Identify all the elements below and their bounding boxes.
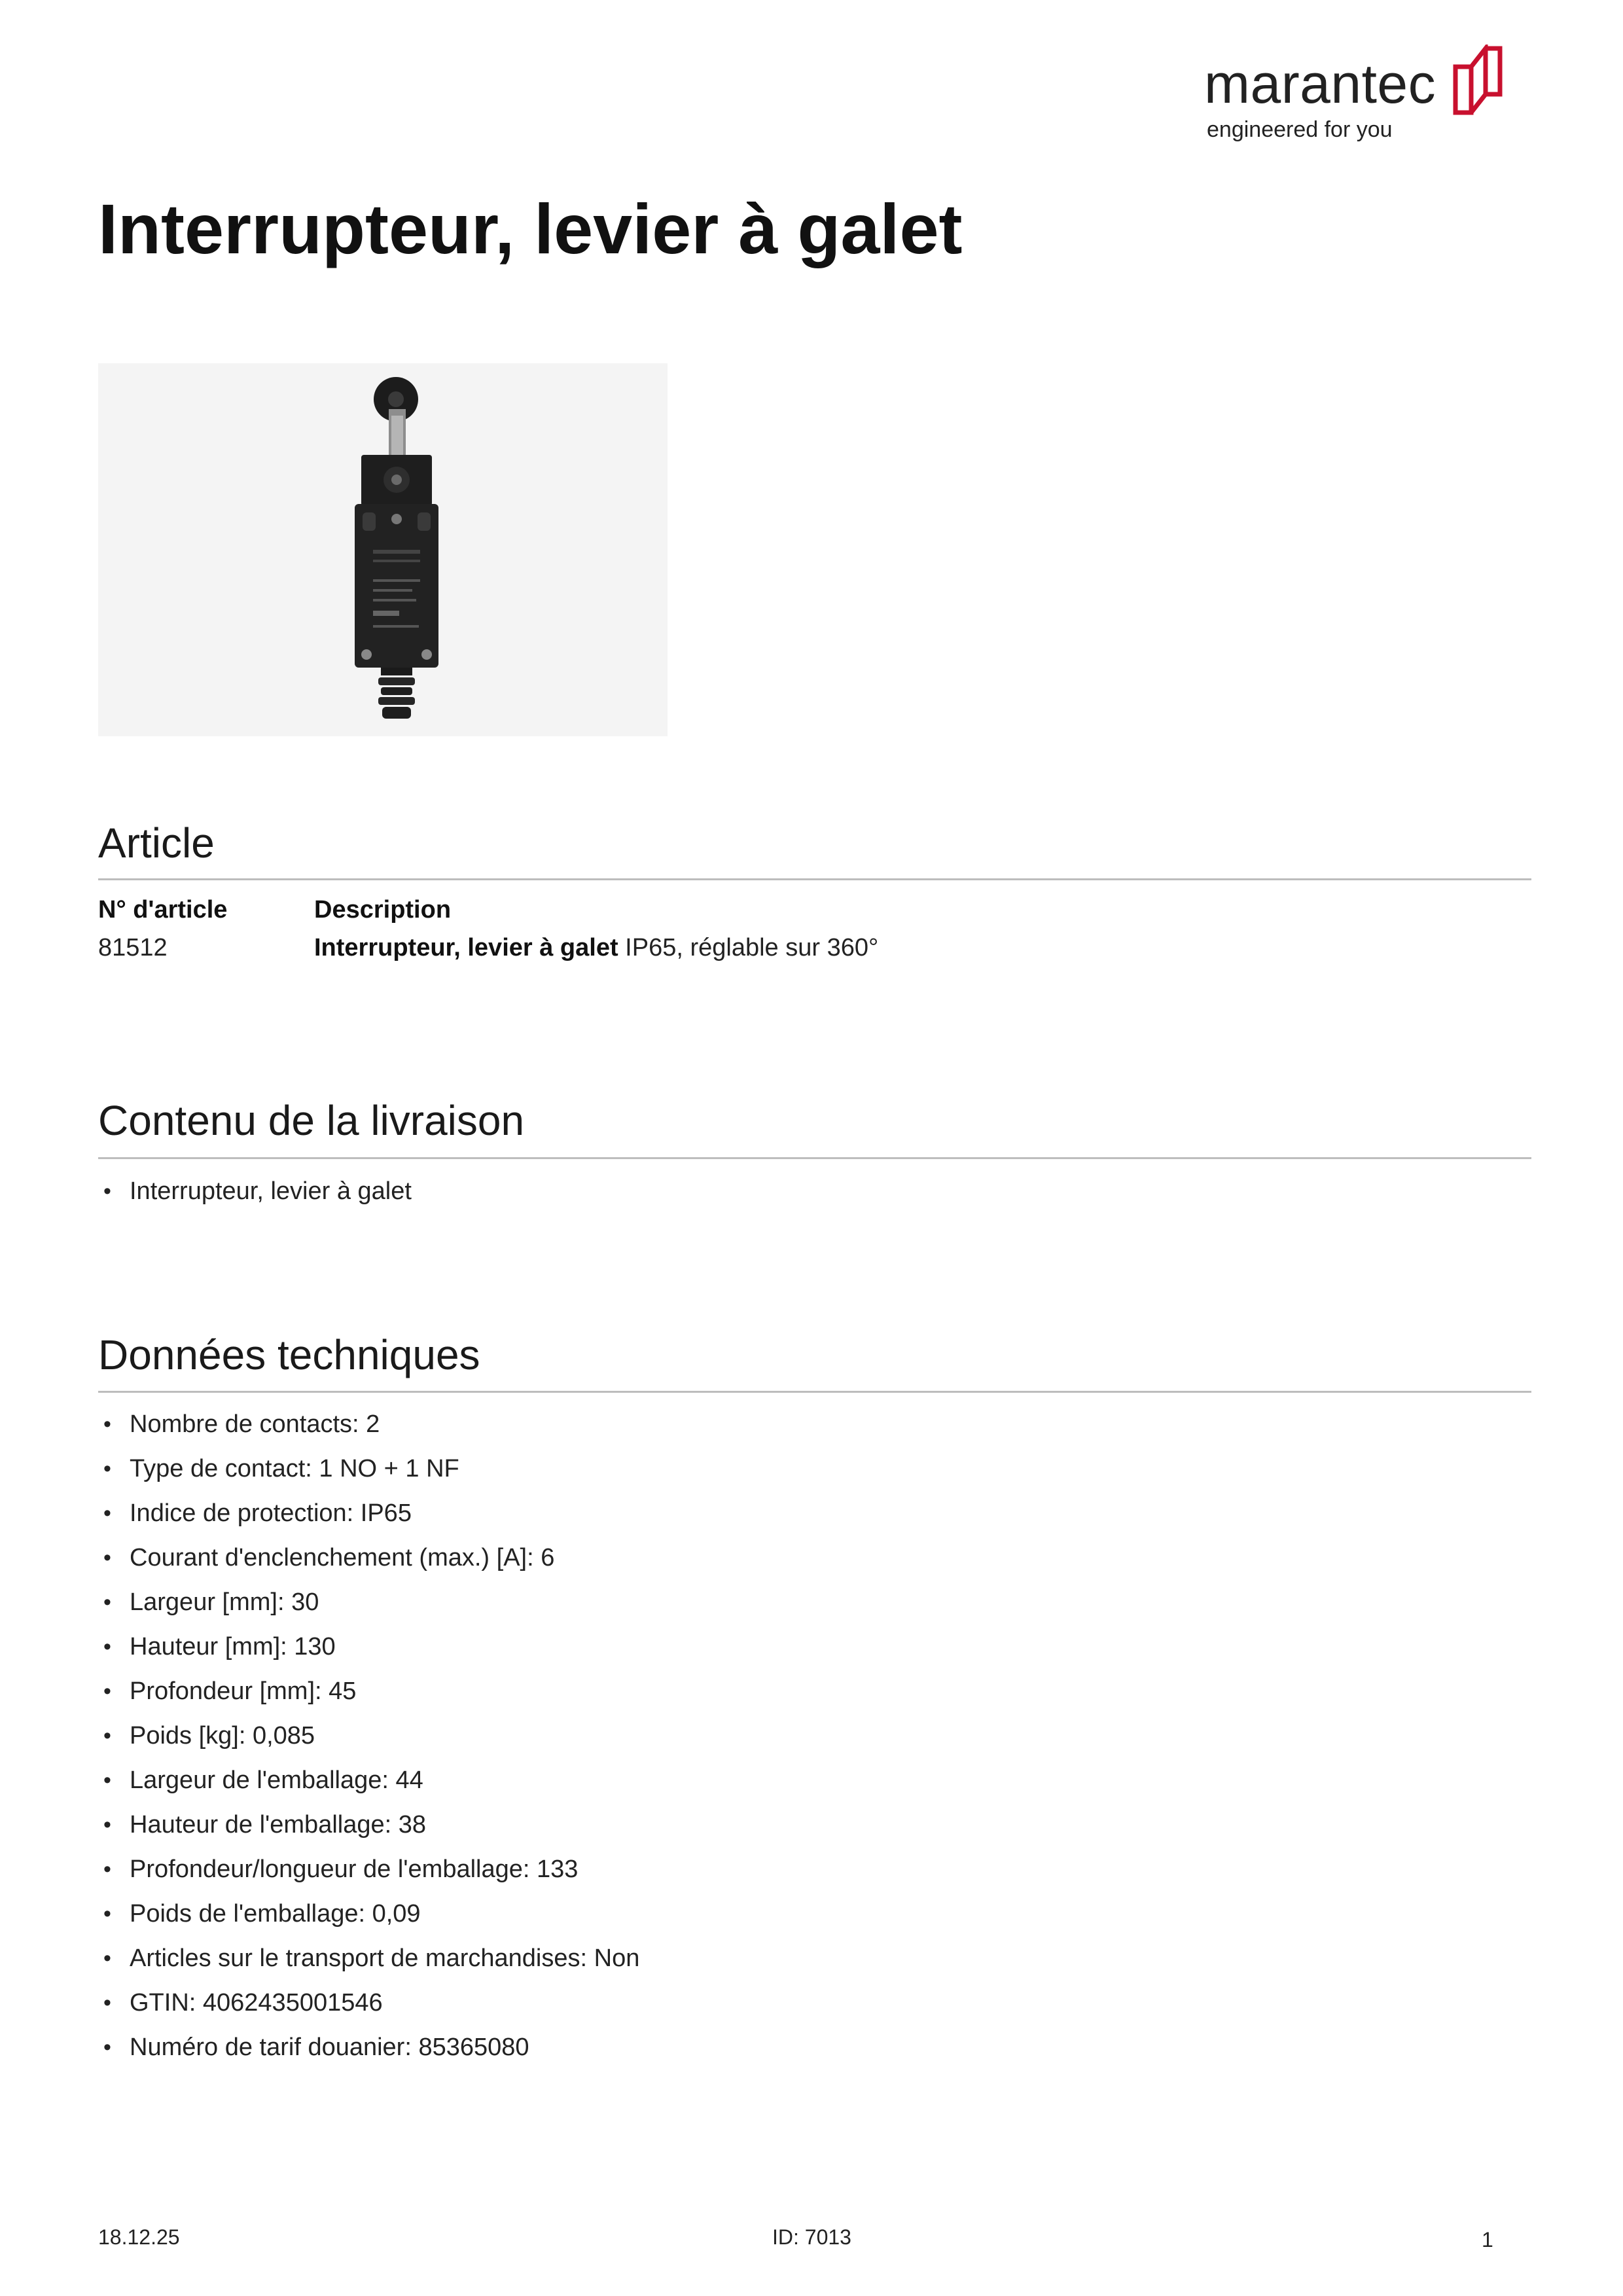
logo-wordmark: marantec <box>1204 53 1436 115</box>
list-item: • Largeur [mm]: 30 <box>98 1580 639 1624</box>
list-item: • Interrupteur, levier à galet <box>98 1169 412 1213</box>
tech-divider <box>98 1391 1531 1393</box>
footer-id: ID: 7013 <box>772 2225 851 2249</box>
list-item: • Indice de protection: IP65 <box>98 1491 639 1535</box>
list-item: • Poids de l'emballage: 0,09 <box>98 1892 639 1936</box>
list-item: • Type de contact: 1 NO + 1 NF <box>98 1446 639 1491</box>
article-divider <box>98 878 1531 880</box>
list-item: • Profondeur/longueur de l'emballage: 133 <box>98 1847 639 1892</box>
article-number-label: N° d'article <box>98 896 228 924</box>
tech-heading: Données techniques <box>98 1331 480 1378</box>
list-item: • Hauteur [mm]: 130 <box>98 1624 639 1669</box>
delivery-divider <box>98 1157 1531 1159</box>
delivery-list <box>98 1169 412 1213</box>
tech-list <box>98 1402 639 2070</box>
page-number: 1 <box>1482 2228 1493 2251</box>
list-item: • Nombre de contacts: 2 <box>98 1402 639 1446</box>
product-image <box>98 363 668 736</box>
logo-tagline: engineered for you <box>1207 117 1393 142</box>
list-item: • Articles sur le transport de marchandises: Non <box>98 1936 639 1981</box>
marantec-logo-icon <box>1452 45 1504 117</box>
article-heading: Article <box>98 819 215 867</box>
list-item: • Largeur de l'emballage: 44 <box>98 1758 639 1803</box>
list-item: • Profondeur [mm]: 45 <box>98 1669 639 1713</box>
article-description-label: Description <box>314 896 452 924</box>
article-description-detail: IP65, réglable sur 360° <box>618 934 879 961</box>
page-title: Interrupteur, levier à galet <box>98 189 963 268</box>
marantec-logo <box>1204 39 1505 151</box>
article-description <box>314 932 878 963</box>
article-number: 81512 <box>98 934 168 961</box>
delivery-heading: Contenu de la livraison <box>98 1097 525 1144</box>
list-item: • Courant d'enclenchement (max.) [A]: 6 <box>98 1535 639 1580</box>
list-item: • GTIN: 4062435001546 <box>98 1981 639 2025</box>
list-item: • Hauteur de l'emballage: 38 <box>98 1803 639 1847</box>
roller-lever-switch-image <box>98 363 668 736</box>
list-item: • Poids [kg]: 0,085 <box>98 1713 639 1758</box>
article-description-name: Interrupteur, levier à galet <box>314 934 618 961</box>
list-item: • Numéro de tarif douanier: 85365080 <box>98 2025 639 2070</box>
footer-date: 18.12.25 <box>98 2225 180 2249</box>
